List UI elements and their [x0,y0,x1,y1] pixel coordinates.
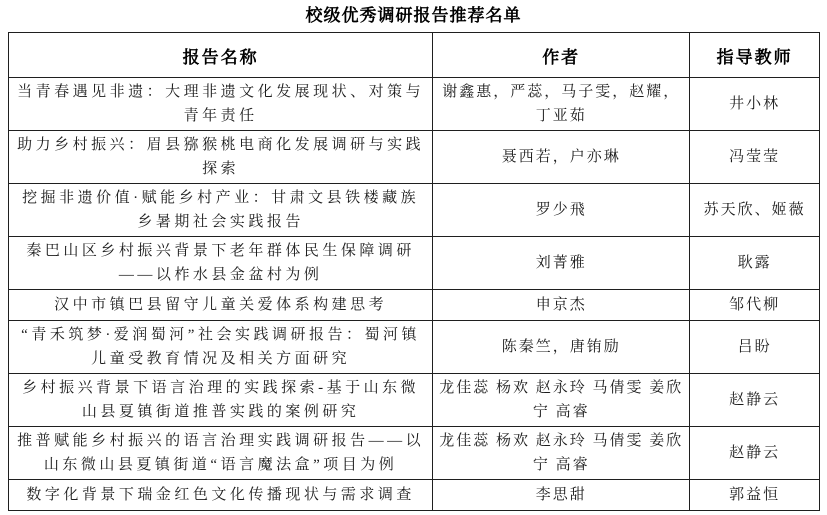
advisor-cell: 赵静云 [690,374,820,427]
table-body [9,78,820,511]
authors-cell: 聂西若，户亦琳 [433,131,690,184]
report-name-cell: 当青春遇见非遗：大理非遗文化发展现状、对策与青年责任 [9,78,433,131]
authors-cell: 陈秦竺，唐铕励 [433,321,690,374]
advisor-cell: 邹代柳 [690,290,820,321]
table-row [9,480,820,511]
advisor-cell: 冯莹莹 [690,131,820,184]
authors-cell: 龙佳蕊 杨欢 赵永玲 马倩雯 姜欣宁 高睿 [433,374,690,427]
table-row [9,184,820,237]
table-row [9,290,820,321]
report-name-cell: “青禾筑梦·爱润蜀河”社会实践调研报告：蜀河镇儿童受教育情况及相关方面研究 [9,321,433,374]
authors-cell: 刘菁雅 [433,237,690,290]
table-row [9,427,820,480]
page-title: 校级优秀调研报告推荐名单 [305,6,522,25]
advisor-cell: 苏天欣、姬薇 [690,184,820,237]
advisor-cell: 井小林 [690,78,820,131]
table-row [9,237,820,290]
column-header-advisor: 指导教师 [690,33,820,78]
report-name-cell: 推普赋能乡村振兴的语言治理实践调研报告——以山东微山县夏镇街道“语言魔法盒”项目为例 [9,427,433,480]
authors-cell: 李思甜 [433,480,690,511]
report-name-cell: 汉中市镇巴县留守儿童关爱体系构建思考 [9,290,433,321]
authors-cell: 申京杰 [433,290,690,321]
advisor-cell: 郭益恒 [690,480,820,511]
table-row [9,131,820,184]
column-header-author: 作者 [433,33,690,78]
report-name-cell: 挖掘非遗价值·赋能乡村产业：甘肃文县铁楼藏族乡暑期社会实践报告 [9,184,433,237]
report-name-cell: 数字化背景下瑞金红色文化传播现状与需求调查 [9,480,433,511]
report-name-cell: 助力乡村振兴：眉县猕猴桃电商化发展调研与实践探索 [9,131,433,184]
table-header-row [9,33,820,78]
advisor-cell: 吕盼 [690,321,820,374]
authors-cell: 龙佳蕊 杨欢 赵永玲 马倩雯 姜欣宁 高睿 [433,427,690,480]
advisor-cell: 赵静云 [690,427,820,480]
authors-cell: 罗少飛 [433,184,690,237]
advisor-cell: 耿露 [690,237,820,290]
column-header-report-name: 报告名称 [9,33,433,78]
report-name-cell: 秦巴山区乡村振兴背景下老年群体民生保障调研——以柞水县金盆村为例 [9,237,433,290]
document-page [0,6,827,511]
table-row [9,78,820,131]
authors-cell: 谢鑫惠，严蕊，马子雯，赵耀，丁亚茹 [433,78,690,131]
report-table [8,32,820,511]
report-name-cell: 乡村振兴背景下语言治理的实践探索-基于山东微山县夏镇街道推普实践的案例研究 [9,374,433,427]
table-row [9,321,820,374]
table-row [9,374,820,427]
